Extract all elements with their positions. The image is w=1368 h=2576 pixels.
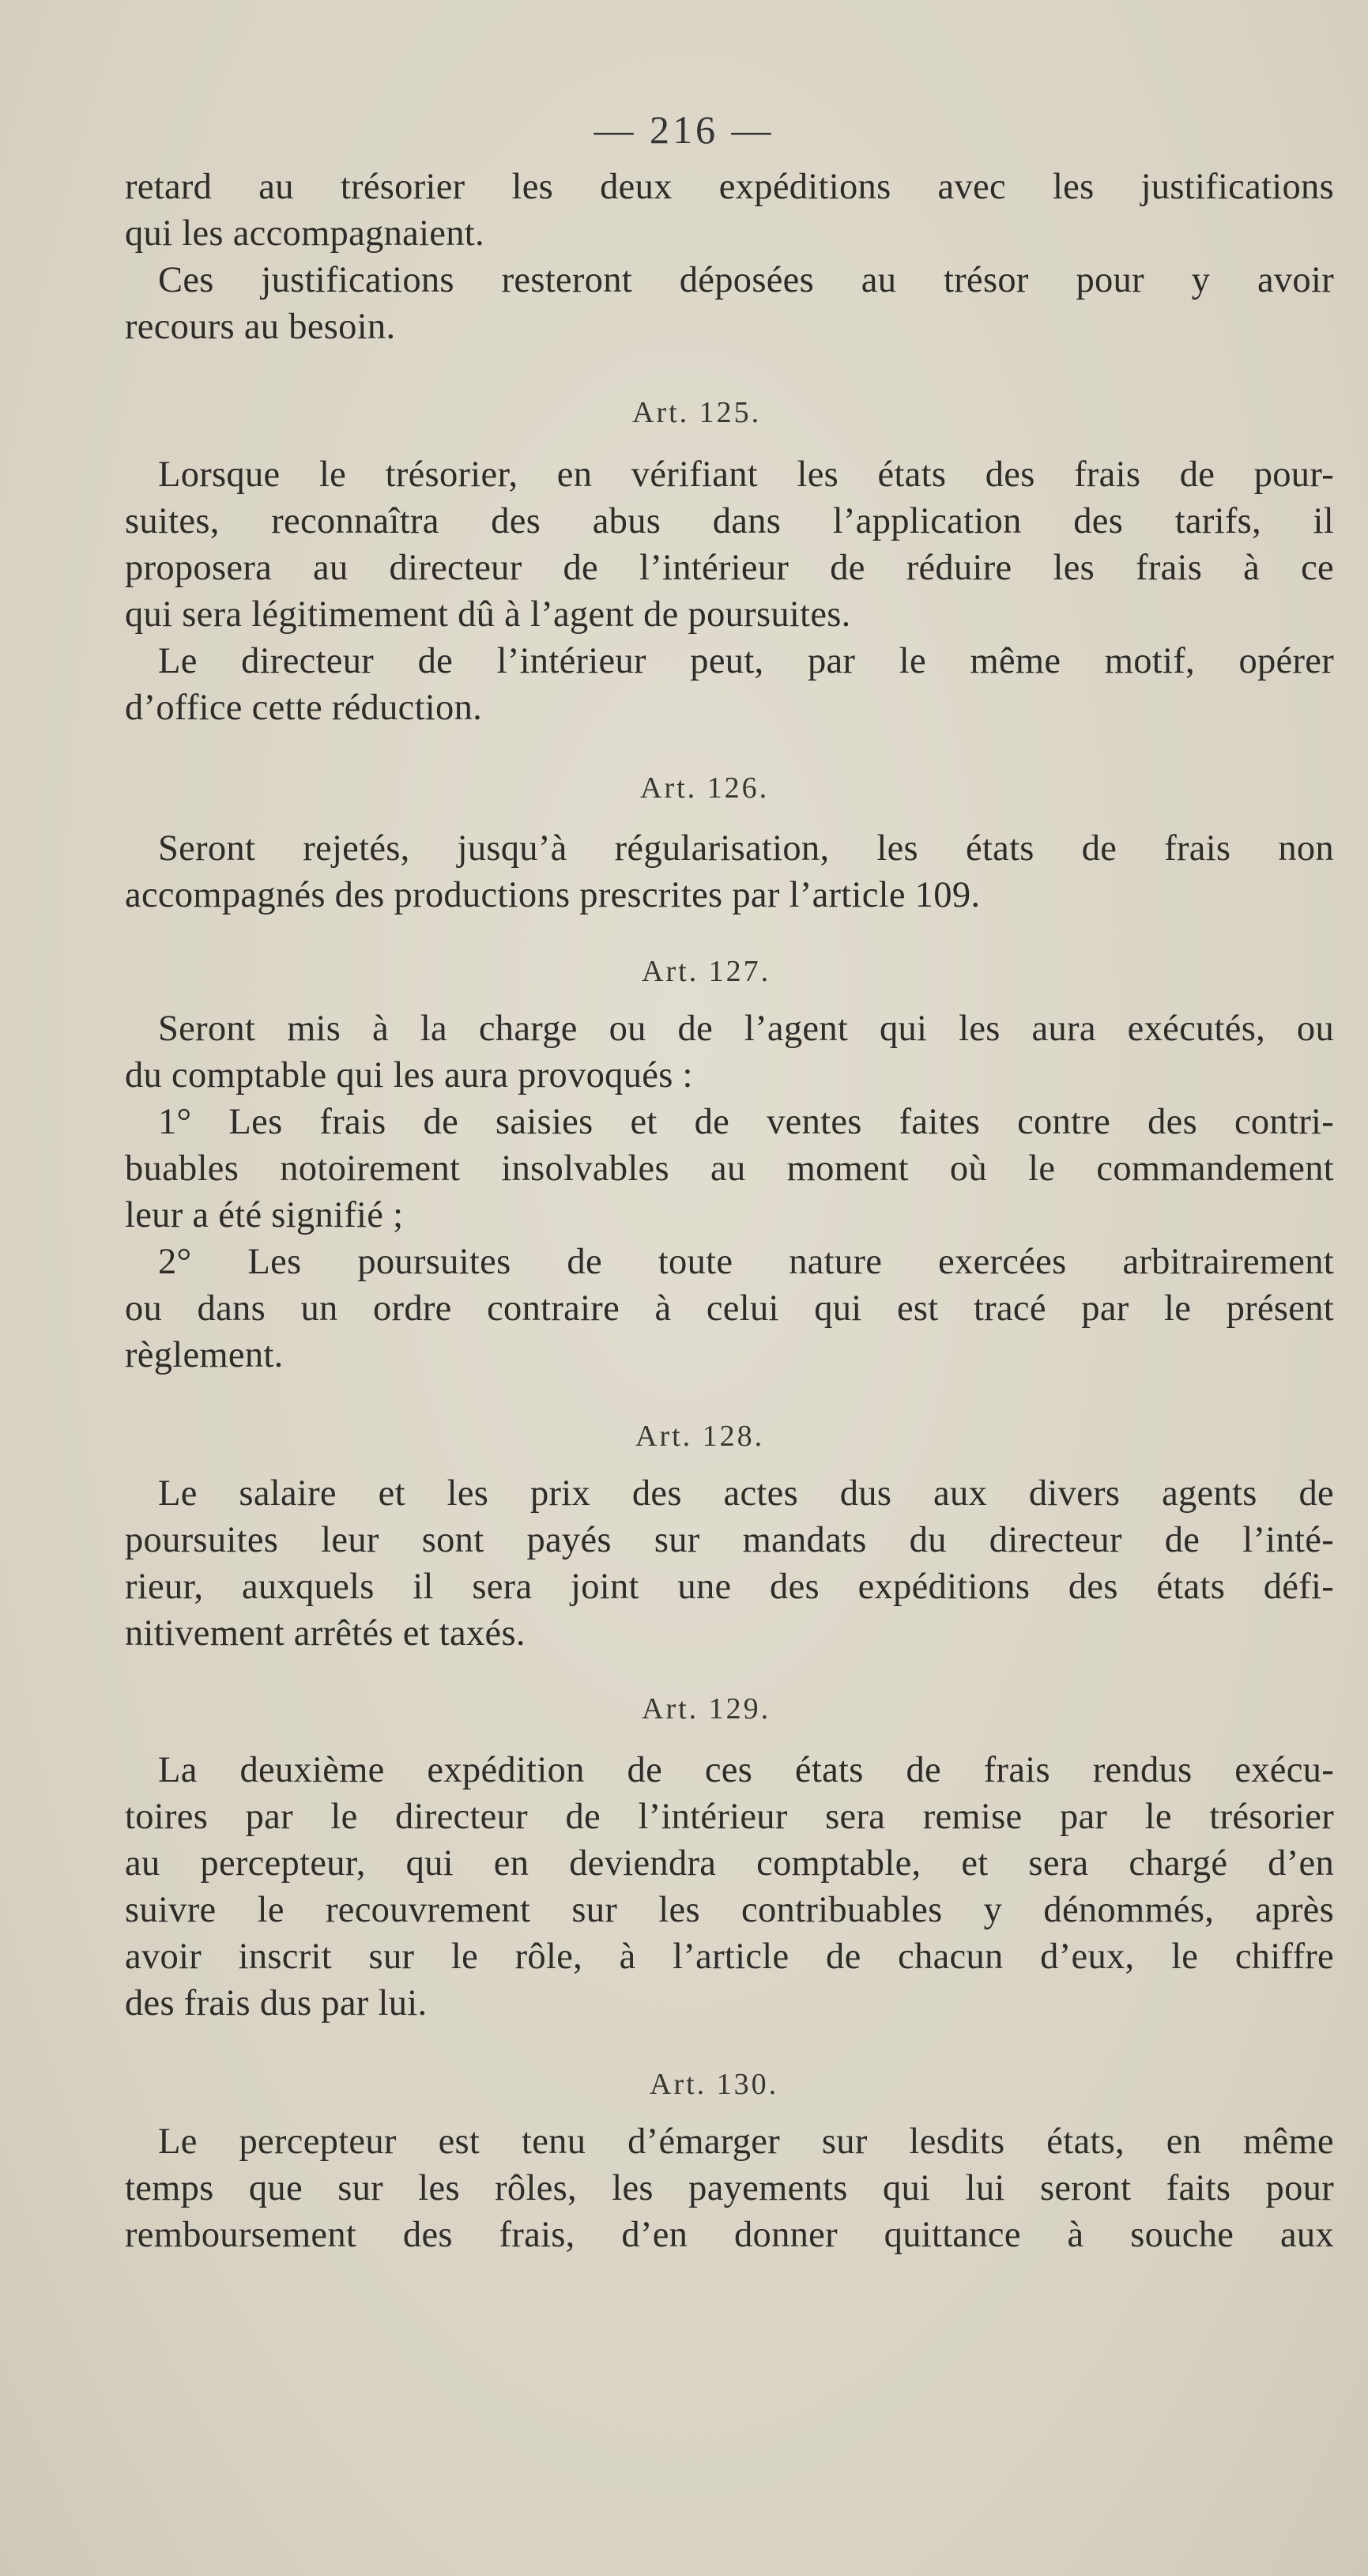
text-line: toires par le directeur de l’intérieur sera remise par le trésorier [125,1797,1334,1837]
article-heading: Art. 129. [642,1692,771,1726]
text-line: qui sera légitimement dû à l’agent de poursuites. [125,594,851,635]
text-line: des frais dus par lui. [125,1983,428,2023]
text-line: Seront mis à la charge ou de l’agent qui les aura exécutés, ou [158,1009,1334,1049]
article-heading: Art. 130. [650,2068,779,2101]
article-heading: Art. 127. [642,955,771,988]
text-line: rieur, auxquels il sera joint une des expéditions des états défi- [125,1567,1334,1607]
text-line: 1° Les frais de saisies et de ventes faites contre des contri- [158,1102,1334,1142]
paragraph-group-intro [125,164,1334,350]
text-line: Le salaire et les prix des actes dus aux divers agents de [158,1473,1334,1514]
text-line: suites, reconnaîtra des abus dans l’application des tarifs, il [125,501,1334,541]
paragraph-group-art-126 [125,825,1334,918]
text-line: poursuites leur sont payés sur mandats du directeur de l’inté- [125,1520,1334,1560]
text-line: suivre le recouvrement sur les contribuables y dénommés, après [125,1890,1334,1930]
text-line: recours au besoin. [125,307,396,347]
text-line: qui les accompagnaient. [125,213,484,254]
text-line: La deuxième expédition de ces états de frais rendus exécu- [158,1750,1334,1790]
text-line: 2° Les poursuites de toute nature exercées arbitrairement [158,1242,1334,1282]
text-line: avoir inscrit sur le rôle, à l’article de chacun d’eux, le chiffre [125,1937,1334,1977]
text-line: temps que sur les rôles, les payements qui lui seront faits pour [125,2168,1334,2208]
text-line: nitivement arrêtés et taxés. [125,1613,526,1654]
text-line: remboursement des frais, d’en donner quittance à souche aux [125,2215,1334,2255]
text-line: Le percepteur est tenu d’émarger sur lesdits états, en même [158,2122,1334,2162]
text-line: leur a été signifié ; [125,1195,404,1235]
text-line: ou dans un ordre contraire à celui qui est tracé par le présent [125,1288,1334,1329]
text-line: règlement. [125,1335,284,1375]
text-line: Lorsque le trésorier, en vérifiant les états des frais de pour- [158,454,1334,495]
text-line: d’office cette réduction. [125,688,483,728]
page-number: — 216 — [594,107,774,152]
paragraph-group-art-125 [125,451,1334,731]
article-heading: Art. 128. [635,1420,765,1453]
paragraph-group-art-128 [125,1470,1334,1657]
text-line: Le directeur de l’intérieur peut, par le même motif, opérer [158,641,1334,681]
paragraph-group-art-130 [125,2118,1334,2258]
paragraph-group-art-129 [125,1747,1334,2027]
paragraph-group-art-127 [125,1005,1334,1379]
article-heading: Art. 126. [640,771,770,805]
text-line: retard au trésorier les deux expéditions avec les justifications [125,167,1334,207]
text-line: accompagnés des productions prescrites par l’article 109. [125,875,981,915]
text-line: Seront rejetés, jusqu’à régularisation, les états de frais non [158,828,1334,869]
text-line: buables notoirement insolvables au moment où le commandement [125,1148,1334,1189]
text-line: Ces justifications resteront déposées au trésor pour y avoir [158,260,1334,300]
article-heading: Art. 125. [632,396,762,429]
text-line: au percepteur, qui en deviendra comptable, et sera chargé d’en [125,1843,1334,1884]
text-line: proposera au directeur de l’intérieur de réduire les frais à ce [125,548,1334,588]
text-line: du comptable qui les aura provoqués : [125,1055,693,1096]
